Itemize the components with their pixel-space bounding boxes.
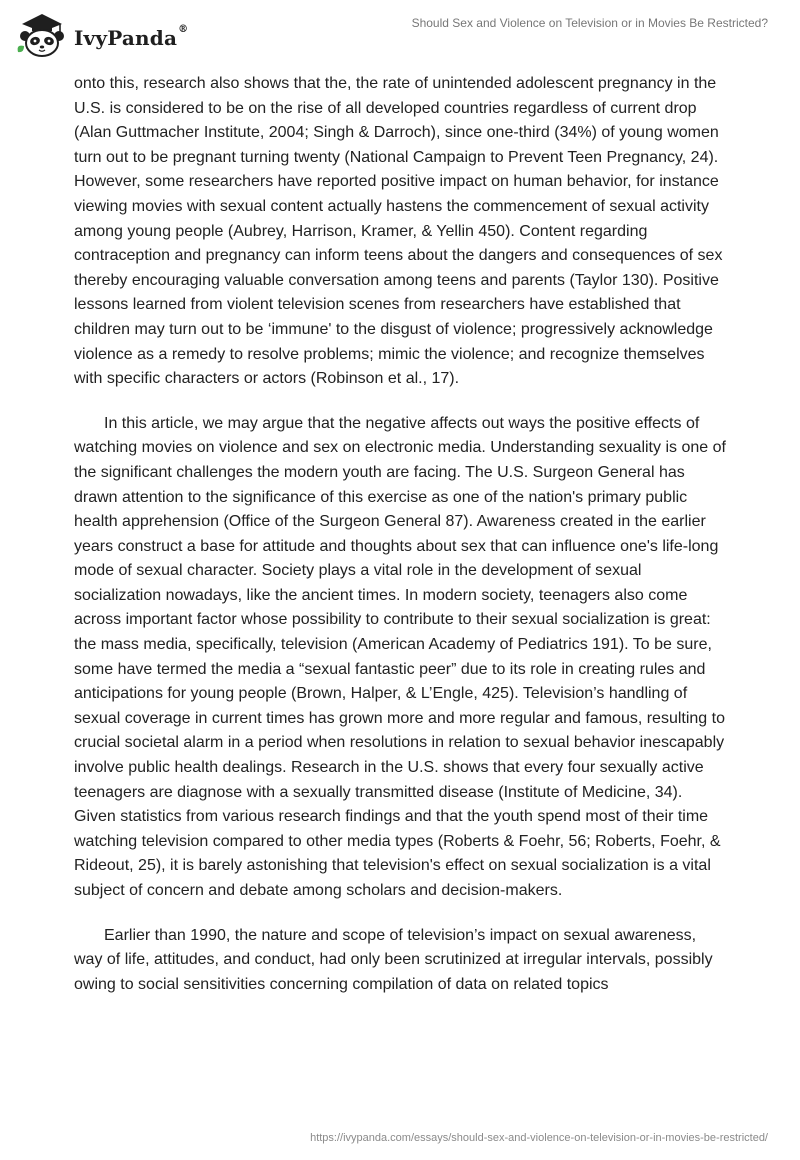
panda-graduate-icon: [14, 10, 70, 60]
logo-text: IvyPanda®: [74, 24, 189, 50]
ivypanda-logo[interactable]: [14, 10, 188, 60]
paragraph: Earlier than 1990, the nature and scope of television’s impact on sexual awareness, way of life, attitudes, and conduct, had only been scrutinized at irregular intervals, possibly owing to social sensitivities concerning compilation of data on related topics: [74, 926, 713, 993]
document-title: Should Sex and Violence on Television or in Movies Be Restricted?: [411, 16, 768, 30]
page-header: [0, 0, 800, 70]
registered-mark: ®: [178, 24, 189, 35]
paragraph: onto this, research also shows that the, the rate of unintended adolescent pregnancy in the U.S. is considered to be on the rise of all developed countries regardless of current drop (Alan Guttmacher Institute, 2004; Singh & Darroch), since one-third (34%) of young women turn out to be pregnant turning twenty (National Campaign to Prevent Teen Pregnancy, 24). However, some researchers have reported positive impact on human behavior, for instance viewing movies with sexual content actually hastens the commencement of sexual activity among young people (Aubrey, Harrison, Kramer, & Yellin 450). Content regarding contraception and pregnancy can inform teens about the dangers and consequences of sex thereby encouraging valuable conversation among teens and parents (Taylor 130). Positive lessons learned from violent television scenes from researchers have established that children may turn out to be ‘immune' to the disgust of violence; progressively acknowledge violence as a remedy to resolve problems; mimic the violence; and recognize themselves with specific characters or actors (Robinson et al., 17).: [74, 75, 723, 388]
source-url[interactable]: https://ivypanda.com/essays/should-sex-and-violence-on-television-or-in-movies-be-restricted/: [310, 1132, 768, 1144]
paragraph: In this article, we may argue that the negative affects out ways the positive effects of watching movies on violence and sex on electronic media. Understanding sexuality is one of the significant challenges the modern youth are facing. The U.S. Surgeon General has drawn attention to the significance of this exercise as one of the nation's primary public health apprehension (Office of the Surgeon General 87). Awareness created in the earlier years construct a base for attitude and thoughts about sex that can influence one's life-long mode of sexual character. Society plays a vital role in the development of sexual socialization nowadays, like the ancient times. In modern society, teenagers also come across important factor whose possibility to contribute to their sexual socialization is great: the mass media, specifically, television (American Academy of Pediatrics 191). To be sure, some have termed the media a “sexual fantastic peer” due to its role in creating rules and anticipations for young people (Brown, Halper, & L’Engle, 425). Television’s handling of sexual coverage in current times has grown more and more regular and famous, resulting to crucial societal alarm in a period when resolutions in relation to sexual behavior inescapably involve public health dealings. Research in the U.S. shows that every four sexually active teenagers are diagnose with a sexually transmitted disease (Institute of Medicine, 34). Given statistics from various research findings and that the youth spend most of their time watching television compared to other media types (Roberts & Foehr, 56; Roberts, Foehr, & Rideout, 25), it is barely astonishing that television's effect on sexual socialization is a vital subject of concern and debate among scholars and decision-makers.: [74, 414, 726, 899]
essay-body: [74, 72, 726, 1017]
